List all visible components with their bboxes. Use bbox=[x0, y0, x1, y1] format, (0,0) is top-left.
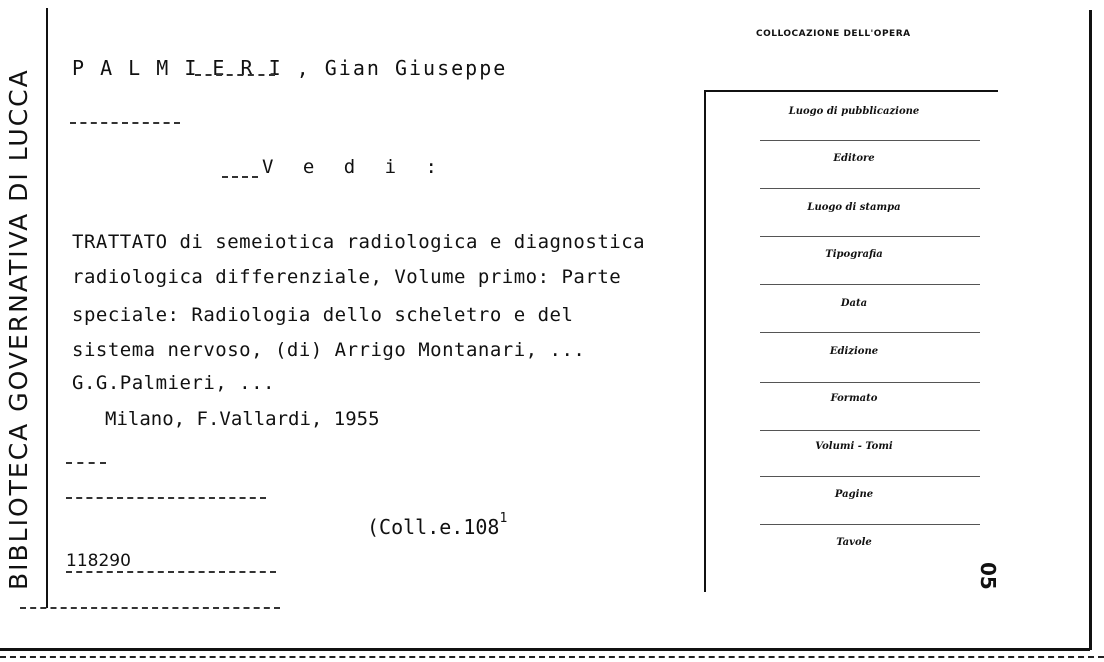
field-line bbox=[760, 284, 980, 285]
rule-line bbox=[66, 571, 276, 573]
field-plates: Tavole bbox=[836, 537, 872, 548]
rule-line bbox=[66, 462, 106, 464]
field-format: Formato bbox=[830, 393, 878, 404]
field-publisher: Editore bbox=[833, 153, 875, 164]
field-edition: Edizione bbox=[829, 346, 879, 357]
bibliographic-fields-box bbox=[704, 90, 998, 592]
field-line bbox=[760, 382, 980, 383]
right-edge-line bbox=[1089, 10, 1092, 650]
field-line bbox=[760, 236, 980, 237]
field-line bbox=[760, 140, 980, 141]
field-line bbox=[760, 476, 980, 477]
rule-line bbox=[20, 607, 280, 609]
field-place-of-publication: Luogo di pubblicazione bbox=[788, 106, 920, 117]
field-line bbox=[760, 332, 980, 333]
collocation-header: COLLOCAZIONE DELL'OPERA bbox=[756, 29, 911, 39]
collocation-sup: 1 bbox=[499, 511, 508, 527]
title-line-3: speciale: Radiologia dello scheletro e del bbox=[72, 304, 574, 326]
collocation-main: (Coll.e.108 bbox=[367, 515, 500, 539]
library-side-label: BIBLIOTECA GOVERNATIVA DI LUCCA bbox=[4, 68, 33, 590]
inventory-number: 118290 bbox=[66, 551, 131, 571]
see-reference: V e d i : bbox=[262, 156, 446, 178]
rule-line bbox=[70, 122, 180, 124]
field-printer: Tipografia bbox=[825, 249, 883, 260]
title-line-2: radiologica differenziale, Volume primo: Parte bbox=[72, 266, 622, 288]
rule-line bbox=[195, 74, 275, 76]
bottom-rule bbox=[0, 648, 1090, 651]
field-volumes: Volumi - Tomi bbox=[815, 441, 893, 452]
title-line-5: G.G.Palmieri, ... bbox=[72, 372, 275, 394]
field-line bbox=[760, 524, 980, 525]
author-name: P A L M I E R I , Gian Giuseppe bbox=[72, 56, 508, 80]
rule-line bbox=[222, 176, 258, 178]
title-line-1: TRATTATO di semeiotica radiologica e diagnostica bbox=[72, 231, 646, 253]
field-line bbox=[760, 188, 980, 189]
left-margin-line bbox=[46, 8, 48, 608]
publication-info: Milano, F.Vallardi, 1955 bbox=[105, 408, 380, 430]
field-place-of-printing: Luogo di stampa bbox=[807, 202, 901, 213]
field-date: Data bbox=[840, 298, 868, 309]
collocation-number bbox=[367, 511, 508, 539]
bottom-dashed-rule bbox=[0, 656, 1104, 658]
rule-line bbox=[66, 497, 266, 499]
field-pages: Pagine bbox=[834, 489, 874, 500]
margin-note: 05 bbox=[976, 562, 1000, 590]
field-line bbox=[760, 430, 980, 431]
title-line-4: sistema nervoso, (di) Arrigo Montanari, ... bbox=[72, 339, 586, 361]
